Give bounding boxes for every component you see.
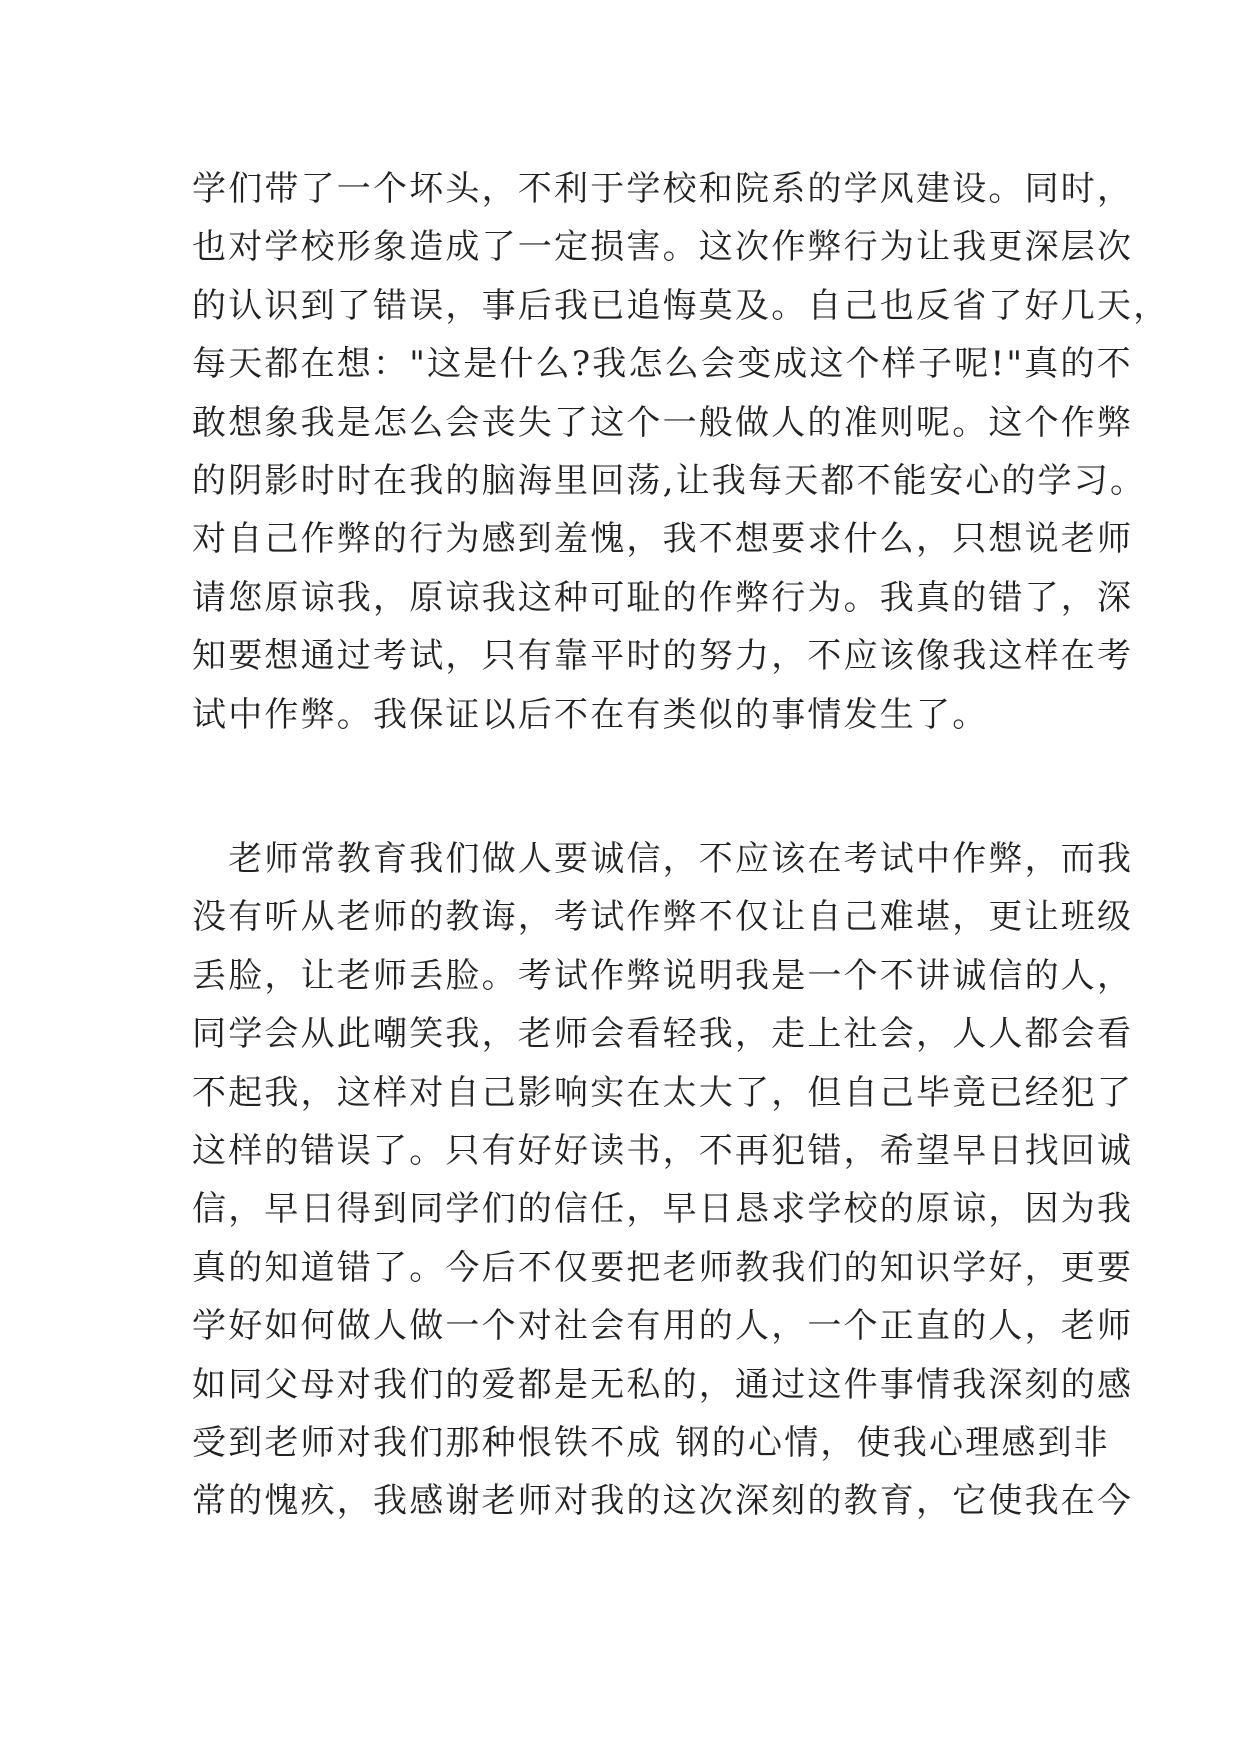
paragraph-line: 丢脸，让老师丢脸。考试作弊说明我是一个不讲诚信的人，	[192, 955, 1134, 996]
paragraph-line: 的阴影时时在我的脑海里回荡,让我每天都不能安心的学习。	[192, 460, 1147, 501]
paragraph-line: 敢想象我是怎么会丧失了这个一般做人的准则呢。这个作弊	[192, 402, 1134, 443]
paragraph-line: 真的知道错了。今后不仅要把老师教我们的知识学好，更要	[192, 1247, 1134, 1288]
paragraph-line: 这样的错误了。只有好好读书，不再犯错，希望早日找回诚	[192, 1130, 1134, 1171]
paragraph-line: 每天都在想："这是什么?我怎么会变成这个样子呢!"真的不	[192, 344, 1133, 385]
paragraph-line: 学们带了一个坏头，不利于学校和院系的学风建设。同时，	[192, 169, 1134, 209]
paragraph-line: 试中作弊。我保证以后不在有类似的事情发生了。	[192, 694, 989, 735]
paragraph-line: 也对学校形象造成了一定损害。这次作弊行为让我更深层次	[192, 227, 1134, 268]
paragraph-1	[192, 160, 1170, 744]
paragraph-line: 常的愧疚，我感谢老师对我的这次深刻的教育，它使我在今	[192, 1481, 1134, 1522]
paragraph-line: 的认识到了错误，事后我已追悔莫及。自己也反省了好几天，	[192, 285, 1170, 326]
paragraph-line: 同学会从此嘲笑我，老师会看轻我，走上社会，人人都会看	[192, 1014, 1134, 1055]
paragraph-line: 请您原谅我，原谅我这种可耻的作弊行为。我真的错了，深	[192, 577, 1134, 618]
paragraph-line: 对自己作弊的行为感到羞愧，我不想要求什么，只想说老师	[192, 519, 1134, 560]
paragraph-line: 学好如何做人做一个对社会有用的人，一个正直的人，老师	[192, 1306, 1134, 1347]
paragraph-line: 不起我，这样对自己影响实在太大了，但自己毕竟已经犯了	[192, 1072, 1134, 1113]
paragraph-line: 如同父母对我们的爱都是无私的，通过这件事情我深刻的感	[192, 1364, 1134, 1405]
paragraph-line: 老师常教育我们做人要诚信，不应该在考试中作弊，而我	[192, 839, 1134, 879]
paragraph-line: 知要想通过考试，只有靠平时的努力，不应该像我这样在考	[192, 636, 1134, 677]
paragraph-2	[192, 830, 1134, 1531]
paragraph-line: 受到老师对我们那种恨铁不成 钢的心情，使我心理感到非	[192, 1422, 1111, 1463]
paragraph-line: 信，早日得到同学们的信任，早日恳求学校的原谅，因为我	[192, 1189, 1134, 1230]
paragraph-line: 没有听从老师的教诲，考试作弊不仅让自己难堪，更让班级	[192, 897, 1134, 938]
